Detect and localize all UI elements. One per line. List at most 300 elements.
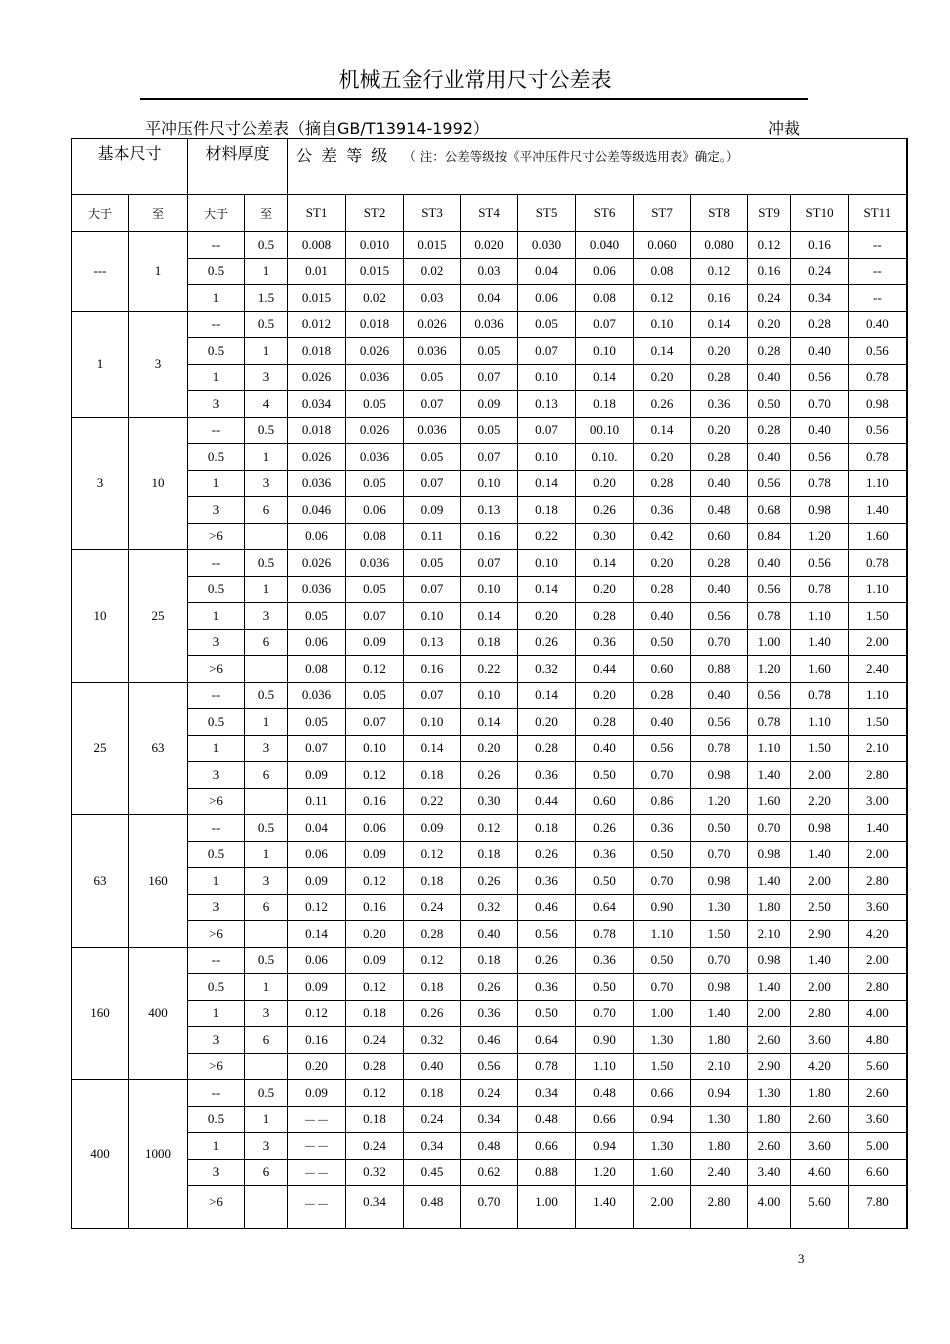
tolerance-value-cell: 0.07 bbox=[404, 470, 461, 497]
basic-size-to-header: 至 bbox=[129, 195, 188, 232]
tolerance-value-cell: 0.12 bbox=[404, 841, 461, 868]
table-row bbox=[72, 497, 907, 524]
thickness-to-cell: 0.5 bbox=[245, 815, 288, 842]
tolerance-value-cell: 0.50 bbox=[634, 947, 691, 974]
tolerance-value-cell: 0.70 bbox=[691, 841, 748, 868]
tolerance-value-cell: 2.20 bbox=[791, 788, 849, 815]
tolerance-value-cell: 3.60 bbox=[849, 1106, 907, 1133]
table-row bbox=[72, 364, 907, 391]
tolerance-value-cell: 2.80 bbox=[849, 762, 907, 789]
tolerance-value-cell: 0.03 bbox=[461, 258, 518, 285]
tolerance-value-cell: 0.06 bbox=[288, 523, 346, 550]
table-row bbox=[72, 762, 907, 789]
tolerance-value-cell: 0.98 bbox=[791, 497, 849, 524]
table-row bbox=[72, 868, 907, 895]
tolerance-value-cell: 2.00 bbox=[791, 868, 849, 895]
tolerance-value-cell: 0.14 bbox=[518, 470, 576, 497]
thickness-to-cell: 0.5 bbox=[245, 947, 288, 974]
tolerance-value-cell: 0.036 bbox=[288, 682, 346, 709]
tolerance-value-cell: 0.56 bbox=[518, 921, 576, 948]
tolerance-value-cell: 0.18 bbox=[404, 974, 461, 1001]
grade-header-st5: ST5 bbox=[518, 195, 576, 232]
table-row bbox=[72, 550, 907, 577]
tolerance-value-cell: 0.09 bbox=[346, 841, 404, 868]
thickness-to-cell: 1 bbox=[245, 576, 288, 603]
tolerance-value-cell: 0.40 bbox=[849, 311, 907, 338]
tolerance-value-cell: 0.07 bbox=[461, 364, 518, 391]
grade-header-st4: ST4 bbox=[461, 195, 518, 232]
tolerance-value-cell: 0.28 bbox=[791, 311, 849, 338]
tolerance-value-cell: 0.50 bbox=[576, 974, 634, 1001]
tolerance-value-cell: 0.20 bbox=[634, 444, 691, 471]
tolerance-value-cell: 0.78 bbox=[849, 550, 907, 577]
tolerance-value-cell: 0.94 bbox=[634, 1106, 691, 1133]
tolerance-value-cell: 0.14 bbox=[404, 735, 461, 762]
thickness-to-cell: 1 bbox=[245, 841, 288, 868]
tolerance-value-cell: 0.12 bbox=[346, 656, 404, 683]
thickness-gt-cell: 1 bbox=[188, 603, 245, 630]
tolerance-value-cell: 0.036 bbox=[346, 444, 404, 471]
table-row bbox=[72, 709, 907, 736]
thickness-gt-cell: 3 bbox=[188, 894, 245, 921]
header-row-2 bbox=[72, 195, 907, 232]
tolerance-value-cell: 0.10 bbox=[461, 576, 518, 603]
tolerance-value-cell: 0.06 bbox=[346, 815, 404, 842]
thickness-gt-cell: 1 bbox=[188, 735, 245, 762]
tolerance-value-cell: 0.09 bbox=[404, 497, 461, 524]
tolerance-grade-note: （ 注：公差等级按《平冲压件尺寸公差等级选用表》确定。） bbox=[403, 149, 739, 164]
tolerance-value-cell: 0.20 bbox=[576, 682, 634, 709]
grade-header-st11: ST11 bbox=[849, 195, 907, 232]
tolerance-value-cell: 0.20 bbox=[634, 364, 691, 391]
tolerance-value-cell: 0.026 bbox=[288, 550, 346, 577]
tolerance-value-cell: 0.14 bbox=[634, 417, 691, 444]
tolerance-value-cell: 0.24 bbox=[791, 258, 849, 285]
tolerance-value-cell: 1.50 bbox=[849, 709, 907, 736]
tolerance-value-cell: 0.78 bbox=[748, 709, 791, 736]
tolerance-value-cell: 1.10 bbox=[849, 470, 907, 497]
tolerance-value-cell: 2.00 bbox=[791, 974, 849, 1001]
tolerance-value-cell: 0.56 bbox=[849, 417, 907, 444]
tolerance-value-cell: 0.12 bbox=[288, 1000, 346, 1027]
tolerance-value-cell: 0.70 bbox=[691, 947, 748, 974]
basic-size-to-cell: 10 bbox=[129, 417, 188, 550]
tolerance-value-cell: 0.12 bbox=[404, 947, 461, 974]
tolerance-value-cell: 0.28 bbox=[576, 603, 634, 630]
tolerance-value-cell: 2.10 bbox=[691, 1053, 748, 1080]
tolerance-value-cell: 0.28 bbox=[748, 338, 791, 365]
thickness-to-cell: 6 bbox=[245, 497, 288, 524]
basic-size-gt-cell: 10 bbox=[72, 550, 129, 683]
tolerance-value-cell: 0.07 bbox=[404, 391, 461, 418]
tolerance-value-cell: 0.034 bbox=[288, 391, 346, 418]
basic-size-gt-cell: --- bbox=[72, 232, 129, 312]
tolerance-value-cell: 0.16 bbox=[346, 788, 404, 815]
tolerance-value-cell: 0.14 bbox=[634, 338, 691, 365]
tolerance-value-cell: 0.10 bbox=[518, 550, 576, 577]
tolerance-value-cell: 0.10 bbox=[346, 735, 404, 762]
tolerance-value-cell: 0.68 bbox=[748, 497, 791, 524]
tolerance-value-cell: 0.05 bbox=[404, 364, 461, 391]
tolerance-value-cell: 3.60 bbox=[849, 894, 907, 921]
tolerance-value-cell: 0.18 bbox=[518, 815, 576, 842]
tolerance-value-cell: 0.98 bbox=[791, 815, 849, 842]
thickness-to-cell: 6 bbox=[245, 1159, 288, 1186]
tolerance-value-cell: 0.56 bbox=[748, 682, 791, 709]
thickness-gt-cell: -- bbox=[188, 311, 245, 338]
tolerance-value-cell: 0.20 bbox=[748, 311, 791, 338]
tolerance-value-cell: 6.60 bbox=[849, 1159, 907, 1186]
tolerance-value-cell: 5.60 bbox=[849, 1053, 907, 1080]
tolerance-value-cell: 1.20 bbox=[748, 656, 791, 683]
thickness-to-cell: 0.5 bbox=[245, 550, 288, 577]
tolerance-value-cell: 0.18 bbox=[461, 947, 518, 974]
thickness-gt-cell: -- bbox=[188, 682, 245, 709]
thickness-gt-cell: -- bbox=[188, 232, 245, 259]
table-row bbox=[72, 1133, 907, 1160]
tolerance-value-cell: 2.10 bbox=[748, 921, 791, 948]
tolerance-value-cell: 1.00 bbox=[518, 1186, 576, 1229]
tolerance-value-cell: 0.28 bbox=[691, 444, 748, 471]
tolerance-value-cell: 0.20 bbox=[288, 1053, 346, 1080]
grade-header-st6: ST6 bbox=[576, 195, 634, 232]
tolerance-value-cell: 1.80 bbox=[748, 1106, 791, 1133]
tolerance-value-cell: 0.70 bbox=[634, 868, 691, 895]
tolerance-value-cell: 1.00 bbox=[748, 629, 791, 656]
tolerance-value-cell: 0.78 bbox=[691, 735, 748, 762]
tolerance-value-cell: 0.36 bbox=[576, 841, 634, 868]
tolerance-value-cell: 0.26 bbox=[518, 841, 576, 868]
tolerance-value-cell: 0.40 bbox=[691, 576, 748, 603]
tolerance-value-cell: 0.036 bbox=[461, 311, 518, 338]
thickness-to-cell: 4 bbox=[245, 391, 288, 418]
tolerance-value-cell: 0.01 bbox=[288, 258, 346, 285]
tolerance-value-cell: 0.26 bbox=[461, 762, 518, 789]
tolerance-value-cell: 0.32 bbox=[461, 894, 518, 921]
table-row bbox=[72, 947, 907, 974]
tolerance-value-cell: 0.05 bbox=[404, 444, 461, 471]
tolerance-value-cell: 1.40 bbox=[791, 947, 849, 974]
thickness-to-cell: 0.5 bbox=[245, 682, 288, 709]
tolerance-value-cell: 0.28 bbox=[748, 417, 791, 444]
tolerance-value-cell: 0.08 bbox=[288, 656, 346, 683]
tolerance-value-cell: 0.04 bbox=[288, 815, 346, 842]
thickness-to-cell bbox=[245, 1186, 288, 1229]
tolerance-value-cell: 0.16 bbox=[288, 1027, 346, 1054]
tolerance-value-cell: 0.56 bbox=[634, 735, 691, 762]
tolerance-value-cell: 1.80 bbox=[691, 1027, 748, 1054]
tolerance-value-cell: 4.60 bbox=[791, 1159, 849, 1186]
tolerance-value-cell: 0.11 bbox=[288, 788, 346, 815]
tolerance-value-cell: -- bbox=[849, 232, 907, 259]
tolerance-value-cell: 0.98 bbox=[691, 974, 748, 1001]
tolerance-value-cell: 0.080 bbox=[691, 232, 748, 259]
tolerance-value-cell: 0.90 bbox=[576, 1027, 634, 1054]
table-row bbox=[72, 1186, 907, 1229]
tolerance-value-cell: 0.05 bbox=[346, 391, 404, 418]
tolerance-value-cell: 0.12 bbox=[346, 1080, 404, 1107]
tolerance-value-cell: 0.50 bbox=[748, 391, 791, 418]
tolerance-value-cell: 1.40 bbox=[691, 1000, 748, 1027]
tolerance-value-cell: 0.07 bbox=[518, 338, 576, 365]
tolerance-value-cell: 0.060 bbox=[634, 232, 691, 259]
tolerance-value-cell: 0.14 bbox=[691, 311, 748, 338]
tolerance-value-cell: 1.10 bbox=[849, 576, 907, 603]
tolerance-value-cell: 1.00 bbox=[634, 1000, 691, 1027]
tolerance-value-cell: 0.18 bbox=[404, 762, 461, 789]
tolerance-value-cell: 0.66 bbox=[634, 1080, 691, 1107]
table-row bbox=[72, 444, 907, 471]
thickness-to-cell: 6 bbox=[245, 1027, 288, 1054]
tolerance-value-cell: 1.80 bbox=[748, 894, 791, 921]
tolerance-value-cell: 0.36 bbox=[691, 391, 748, 418]
tolerance-value-cell: 0.56 bbox=[691, 603, 748, 630]
tolerance-grade-header bbox=[288, 139, 907, 195]
tolerance-value-cell: 00.10 bbox=[576, 417, 634, 444]
tolerance-value-cell: 0.20 bbox=[576, 470, 634, 497]
tolerance-value-cell: 1.10 bbox=[849, 682, 907, 709]
tolerance-value-cell: 0.14 bbox=[576, 550, 634, 577]
grade-header-st7: ST7 bbox=[634, 195, 691, 232]
tolerance-value-cell: 0.36 bbox=[576, 629, 634, 656]
tolerance-value-cell: 0.50 bbox=[518, 1000, 576, 1027]
tolerance-value-cell: 0.14 bbox=[461, 709, 518, 736]
tolerance-value-cell: 2.40 bbox=[691, 1159, 748, 1186]
tolerance-value-cell: 0.44 bbox=[518, 788, 576, 815]
tolerance-value-cell: 0.026 bbox=[404, 311, 461, 338]
thickness-gt-cell: -- bbox=[188, 1080, 245, 1107]
tolerance-value-cell: 4.00 bbox=[849, 1000, 907, 1027]
table-row bbox=[72, 682, 907, 709]
thickness-gt-cell: 0.5 bbox=[188, 1106, 245, 1133]
tolerance-value-cell: 0.42 bbox=[634, 523, 691, 550]
tolerance-value-cell: 4.00 bbox=[748, 1186, 791, 1229]
tolerance-value-cell: 1.10 bbox=[634, 921, 691, 948]
tolerance-value-cell: 0.40 bbox=[691, 682, 748, 709]
tolerance-value-cell: 0.34 bbox=[791, 285, 849, 312]
tolerance-value-cell: 0.26 bbox=[576, 815, 634, 842]
tolerance-value-cell: －－ bbox=[288, 1106, 346, 1133]
tolerance-value-cell: 1.40 bbox=[576, 1186, 634, 1229]
tolerance-value-cell: 0.22 bbox=[518, 523, 576, 550]
thickness-gt-cell: 1 bbox=[188, 868, 245, 895]
table-row bbox=[72, 391, 907, 418]
tolerance-value-cell: 0.036 bbox=[288, 576, 346, 603]
tolerance-value-cell: 1.10 bbox=[791, 603, 849, 630]
tolerance-value-cell: 1.40 bbox=[849, 497, 907, 524]
thickness-gt-header: 大于 bbox=[188, 195, 245, 232]
tolerance-value-cell: 0.10 bbox=[518, 444, 576, 471]
tolerance-value-cell: 3.40 bbox=[748, 1159, 791, 1186]
tolerance-value-cell: 0.22 bbox=[461, 656, 518, 683]
tolerance-value-cell: 0.20 bbox=[576, 576, 634, 603]
thickness-gt-cell: 0.5 bbox=[188, 338, 245, 365]
tolerance-value-cell: 0.70 bbox=[461, 1186, 518, 1229]
tolerance-value-cell: 0.12 bbox=[346, 974, 404, 1001]
tolerance-value-cell: 0.08 bbox=[576, 285, 634, 312]
tolerance-value-cell: 0.026 bbox=[346, 338, 404, 365]
basic-size-gt-cell: 160 bbox=[72, 947, 129, 1080]
tolerance-value-cell: 0.88 bbox=[518, 1159, 576, 1186]
tolerance-value-cell: 0.06 bbox=[288, 629, 346, 656]
tolerance-value-cell: 0.56 bbox=[849, 338, 907, 365]
tolerance-value-cell: 0.14 bbox=[576, 364, 634, 391]
tolerance-value-cell: 0.56 bbox=[791, 444, 849, 471]
tolerance-value-cell: 0.78 bbox=[849, 444, 907, 471]
table-row bbox=[72, 974, 907, 1001]
thickness-gt-cell: 1 bbox=[188, 1133, 245, 1160]
tolerance-value-cell: 0.015 bbox=[346, 258, 404, 285]
tolerance-value-cell: －－ bbox=[288, 1186, 346, 1229]
tolerance-value-cell: 0.036 bbox=[346, 364, 404, 391]
tolerance-value-cell: 0.36 bbox=[461, 1000, 518, 1027]
basic-size-gt-cell: 63 bbox=[72, 815, 129, 948]
thickness-gt-cell: >6 bbox=[188, 788, 245, 815]
table-row bbox=[72, 603, 907, 630]
grade-header-st1: ST1 bbox=[288, 195, 346, 232]
tolerance-value-cell: 0.24 bbox=[461, 1080, 518, 1107]
tolerance-value-cell: 0.50 bbox=[634, 629, 691, 656]
basic-size-gt-cell: 400 bbox=[72, 1080, 129, 1229]
tolerance-value-cell: 0.015 bbox=[288, 285, 346, 312]
tolerance-value-cell: 0.05 bbox=[404, 550, 461, 577]
tolerance-value-cell: 0.13 bbox=[518, 391, 576, 418]
tolerance-value-cell: 0.28 bbox=[691, 550, 748, 577]
tolerance-value-cell: 0.28 bbox=[346, 1053, 404, 1080]
thickness-to-cell: 6 bbox=[245, 762, 288, 789]
tolerance-value-cell: 2.60 bbox=[849, 1080, 907, 1107]
thickness-to-cell bbox=[245, 921, 288, 948]
tolerance-value-cell: 0.20 bbox=[461, 735, 518, 762]
tolerance-value-cell: 0.28 bbox=[634, 576, 691, 603]
tolerance-value-cell: 0.07 bbox=[346, 603, 404, 630]
tolerance-value-cell: 0.46 bbox=[461, 1027, 518, 1054]
tolerance-value-cell: 0.30 bbox=[576, 523, 634, 550]
tolerance-value-cell: 0.56 bbox=[461, 1053, 518, 1080]
tolerance-value-cell: 1.40 bbox=[748, 868, 791, 895]
tolerance-value-cell: 0.18 bbox=[404, 1080, 461, 1107]
tolerance-value-cell: 0.48 bbox=[404, 1186, 461, 1229]
tolerance-value-cell: 0.78 bbox=[518, 1053, 576, 1080]
thickness-gt-cell: 3 bbox=[188, 497, 245, 524]
tolerance-value-cell: 0.015 bbox=[404, 232, 461, 259]
thickness-gt-cell: 0.5 bbox=[188, 974, 245, 1001]
thickness-to-header: 至 bbox=[245, 195, 288, 232]
section-label: 冲裁 bbox=[768, 119, 801, 138]
tolerance-value-cell: 0.16 bbox=[404, 656, 461, 683]
tolerance-value-cell: 0.50 bbox=[576, 762, 634, 789]
tolerance-value-cell: 0.28 bbox=[634, 470, 691, 497]
tolerance-value-cell: 2.80 bbox=[791, 1000, 849, 1027]
thickness-gt-cell: 0.5 bbox=[188, 841, 245, 868]
tolerance-value-cell: 2.10 bbox=[849, 735, 907, 762]
tolerance-value-cell: 0.48 bbox=[576, 1080, 634, 1107]
table-row bbox=[72, 258, 907, 285]
tolerance-value-cell: 0.24 bbox=[404, 1106, 461, 1133]
tolerance-value-cell: 0.78 bbox=[791, 682, 849, 709]
tolerance-value-cell: 0.10 bbox=[634, 311, 691, 338]
material-thickness-header: 材料厚度 bbox=[188, 139, 288, 195]
tolerance-value-cell: －－ bbox=[288, 1133, 346, 1160]
tolerance-value-cell: 0.70 bbox=[791, 391, 849, 418]
thickness-to-cell: 1 bbox=[245, 974, 288, 1001]
tolerance-value-cell: 1.60 bbox=[634, 1159, 691, 1186]
tolerance-value-cell: 1.50 bbox=[634, 1053, 691, 1080]
thickness-to-cell: 1 bbox=[245, 709, 288, 736]
tolerance-value-cell: 0.66 bbox=[576, 1106, 634, 1133]
tolerance-value-cell: 0.20 bbox=[691, 417, 748, 444]
tolerance-value-cell: 1.30 bbox=[634, 1133, 691, 1160]
tolerance-value-cell: 0.34 bbox=[346, 1186, 404, 1229]
basic-size-gt-cell: 25 bbox=[72, 682, 129, 815]
table-row bbox=[72, 285, 907, 312]
tolerance-value-cell: 0.16 bbox=[346, 894, 404, 921]
table-row bbox=[72, 1027, 907, 1054]
thickness-gt-cell: -- bbox=[188, 947, 245, 974]
tolerance-value-cell: 0.36 bbox=[634, 815, 691, 842]
tolerance-value-cell: 0.36 bbox=[576, 947, 634, 974]
tolerance-value-cell: 0.07 bbox=[346, 709, 404, 736]
thickness-to-cell bbox=[245, 788, 288, 815]
tolerance-value-cell: 1.80 bbox=[791, 1080, 849, 1107]
basic-size-header: 基本尺寸 bbox=[72, 139, 188, 195]
tolerance-value-cell: 0.05 bbox=[288, 709, 346, 736]
basic-size-to-cell: 63 bbox=[129, 682, 188, 815]
thickness-gt-cell: 3 bbox=[188, 762, 245, 789]
tolerance-value-cell: 1.20 bbox=[576, 1159, 634, 1186]
tolerance-value-cell: 0.06 bbox=[288, 947, 346, 974]
tolerance-value-cell: 0.07 bbox=[518, 417, 576, 444]
table-row bbox=[72, 311, 907, 338]
tolerance-value-cell: 0.008 bbox=[288, 232, 346, 259]
tolerance-value-cell: 0.40 bbox=[634, 603, 691, 630]
tolerance-value-cell: 0.36 bbox=[634, 497, 691, 524]
header-row-1 bbox=[72, 139, 907, 195]
tolerance-value-cell: 0.50 bbox=[691, 815, 748, 842]
tolerance-value-cell: 0.20 bbox=[634, 550, 691, 577]
tolerance-value-cell: 0.040 bbox=[576, 232, 634, 259]
tolerance-value-cell: 0.08 bbox=[346, 523, 404, 550]
tolerance-value-cell: 1.60 bbox=[791, 656, 849, 683]
table-row bbox=[72, 921, 907, 948]
thickness-gt-cell: >6 bbox=[188, 1053, 245, 1080]
tolerance-value-cell: 0.56 bbox=[691, 709, 748, 736]
tolerance-value-cell: 4.20 bbox=[849, 921, 907, 948]
tolerance-value-cell: 0.90 bbox=[634, 894, 691, 921]
tolerance-value-cell: 0.24 bbox=[346, 1027, 404, 1054]
tolerance-value-cell: 0.18 bbox=[461, 841, 518, 868]
tolerance-value-cell: 0.94 bbox=[691, 1080, 748, 1107]
tolerance-value-cell: 0.60 bbox=[576, 788, 634, 815]
tolerance-value-cell: 0.12 bbox=[346, 762, 404, 789]
grade-header-st9: ST9 bbox=[748, 195, 791, 232]
tolerance-value-cell: 0.18 bbox=[576, 391, 634, 418]
tolerance-value-cell: 0.26 bbox=[404, 1000, 461, 1027]
thickness-to-cell: 0.5 bbox=[245, 232, 288, 259]
tolerance-value-cell: 0.05 bbox=[461, 338, 518, 365]
basic-size-to-cell: 1000 bbox=[129, 1080, 188, 1229]
basic-size-to-cell: 160 bbox=[129, 815, 188, 948]
tolerance-value-cell: 0.40 bbox=[634, 709, 691, 736]
tolerance-value-cell: 0.20 bbox=[346, 921, 404, 948]
table-row bbox=[72, 470, 907, 497]
tolerance-value-cell: 0.18 bbox=[404, 868, 461, 895]
tolerance-value-cell: 1.50 bbox=[849, 603, 907, 630]
title-rule bbox=[140, 98, 808, 100]
tolerance-value-cell: 0.88 bbox=[691, 656, 748, 683]
table-row bbox=[72, 232, 907, 259]
tolerance-value-cell: 0.98 bbox=[691, 762, 748, 789]
